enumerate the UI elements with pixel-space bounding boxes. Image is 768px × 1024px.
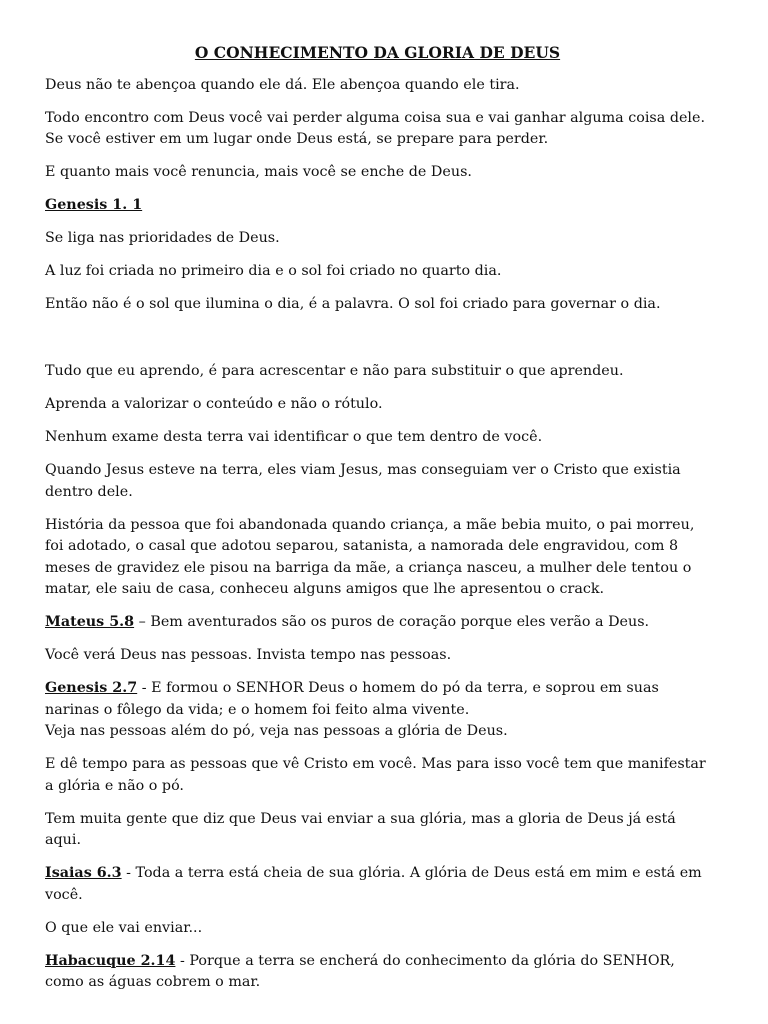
reference-genesis-1-1 xyxy=(45,195,710,217)
paragraph-4: Se liga nas prioridades de Deus. xyxy=(45,230,280,246)
paragraph-habacuque xyxy=(45,951,710,994)
paragraph-16: Tem muita gente que diz que Deus vai enviar a sua glória, mas a gloria de Deus já está aqui. xyxy=(45,810,676,848)
blank-gap xyxy=(45,327,710,361)
document-title: O CONHECIMENTO DA GLORIA DE DEUS xyxy=(194,43,561,62)
paragraph-7: Tudo que eu aprendo, é para acrescentar e não para substituir o que aprendeu. xyxy=(45,363,624,379)
reference-isaias: Isaias 6.3 xyxy=(45,865,122,881)
paragraph-isaias-text: - Toda a terra está cheia de sua glória. A glória de Deus está em mim e está em você. xyxy=(45,865,702,903)
paragraph-2-line-1: Todo encontro com Deus você vai perder alguma coisa sua e vai ganhar alguma coisa dele. xyxy=(45,109,706,126)
reference-mateus: Mateus 5.8 xyxy=(45,614,135,630)
paragraph-3: E quanto mais você renuncia, mais você se enche de Deus. xyxy=(45,164,472,180)
paragraph-genesis-2-7 xyxy=(45,678,710,743)
paragraph-genesis-2-7-text: - E formou o SENHOR Deus o homem do pó da terra, e soprou em suas narinas o fôlego da vida; e o homem foi feito alma vivente. xyxy=(45,680,659,718)
paragraph-6: Então não é o sol que ilumina o dia, é a palavra. O sol foi criado para governar o dia. xyxy=(45,296,661,312)
paragraph-15: E dê tempo para as pessoas que vê Cristo em você. Mas para isso você tem que manifestar a glória e não o pó. xyxy=(45,756,706,794)
paragraph-genesis-2-7-line-2: Veja nas pessoas além do pó, veja nas pessoas a glória de Deus. xyxy=(45,723,508,739)
paragraph-13: Você verá Deus nas pessoas. Invista tempo nas pessoas. xyxy=(45,647,452,663)
paragraph-2-line-2: Se você estiver em um lugar onde Deus está, se prepare para perder. xyxy=(45,131,549,147)
paragraph-habacuque-text: - Porque a terra se encherá do conhecimento da glória do SENHOR, como as águas cobrem o mar. xyxy=(45,952,675,990)
paragraph-9: Nenhum exame desta terra vai identificar o que tem dentro de você. xyxy=(45,429,543,445)
paragraph-18: O que ele vai enviar... xyxy=(45,919,203,936)
reference-label: Genesis 1. 1 xyxy=(45,197,143,213)
reference-genesis-2-7: Genesis 2.7 xyxy=(45,680,138,696)
paragraph-isaias xyxy=(45,863,710,906)
paragraph-mateus-text: – Bem aventurados são os puros de coração porque eles verão a Deus. xyxy=(134,614,650,630)
paragraph-11: História da pessoa que foi abandonada quando criança, a mãe bebia muito, o pai morreu, foi adotado, o casal que adotou separou, satanista, a namorada dele engravidou, com 8 meses de gravidez ele pisou na barriga da mãe, a criança nasceu, a mulher dele tentou o matar, ele saiu de casa, conheceu alguns amigos que lhe apresentou o crack. xyxy=(45,516,695,597)
paragraph-mateus xyxy=(45,612,710,634)
paragraph-1: Deus não te abençoa quando ele dá. Ele abençoa quando ele tira. xyxy=(45,76,520,93)
paragraph-5: A luz foi criada no primeiro dia e o sol foi criado no quarto dia. xyxy=(45,263,502,279)
paragraph-2 xyxy=(45,108,710,151)
reference-habacuque: Habacuque 2.14 xyxy=(45,952,176,969)
paragraph-10: Quando Jesus esteve na terra, eles viam Jesus, mas conseguiam ver o Cristo que existia dentro dele. xyxy=(45,462,681,500)
paragraph-8: Aprenda a valorizar o conteúdo e não o rótulo. xyxy=(45,396,383,412)
